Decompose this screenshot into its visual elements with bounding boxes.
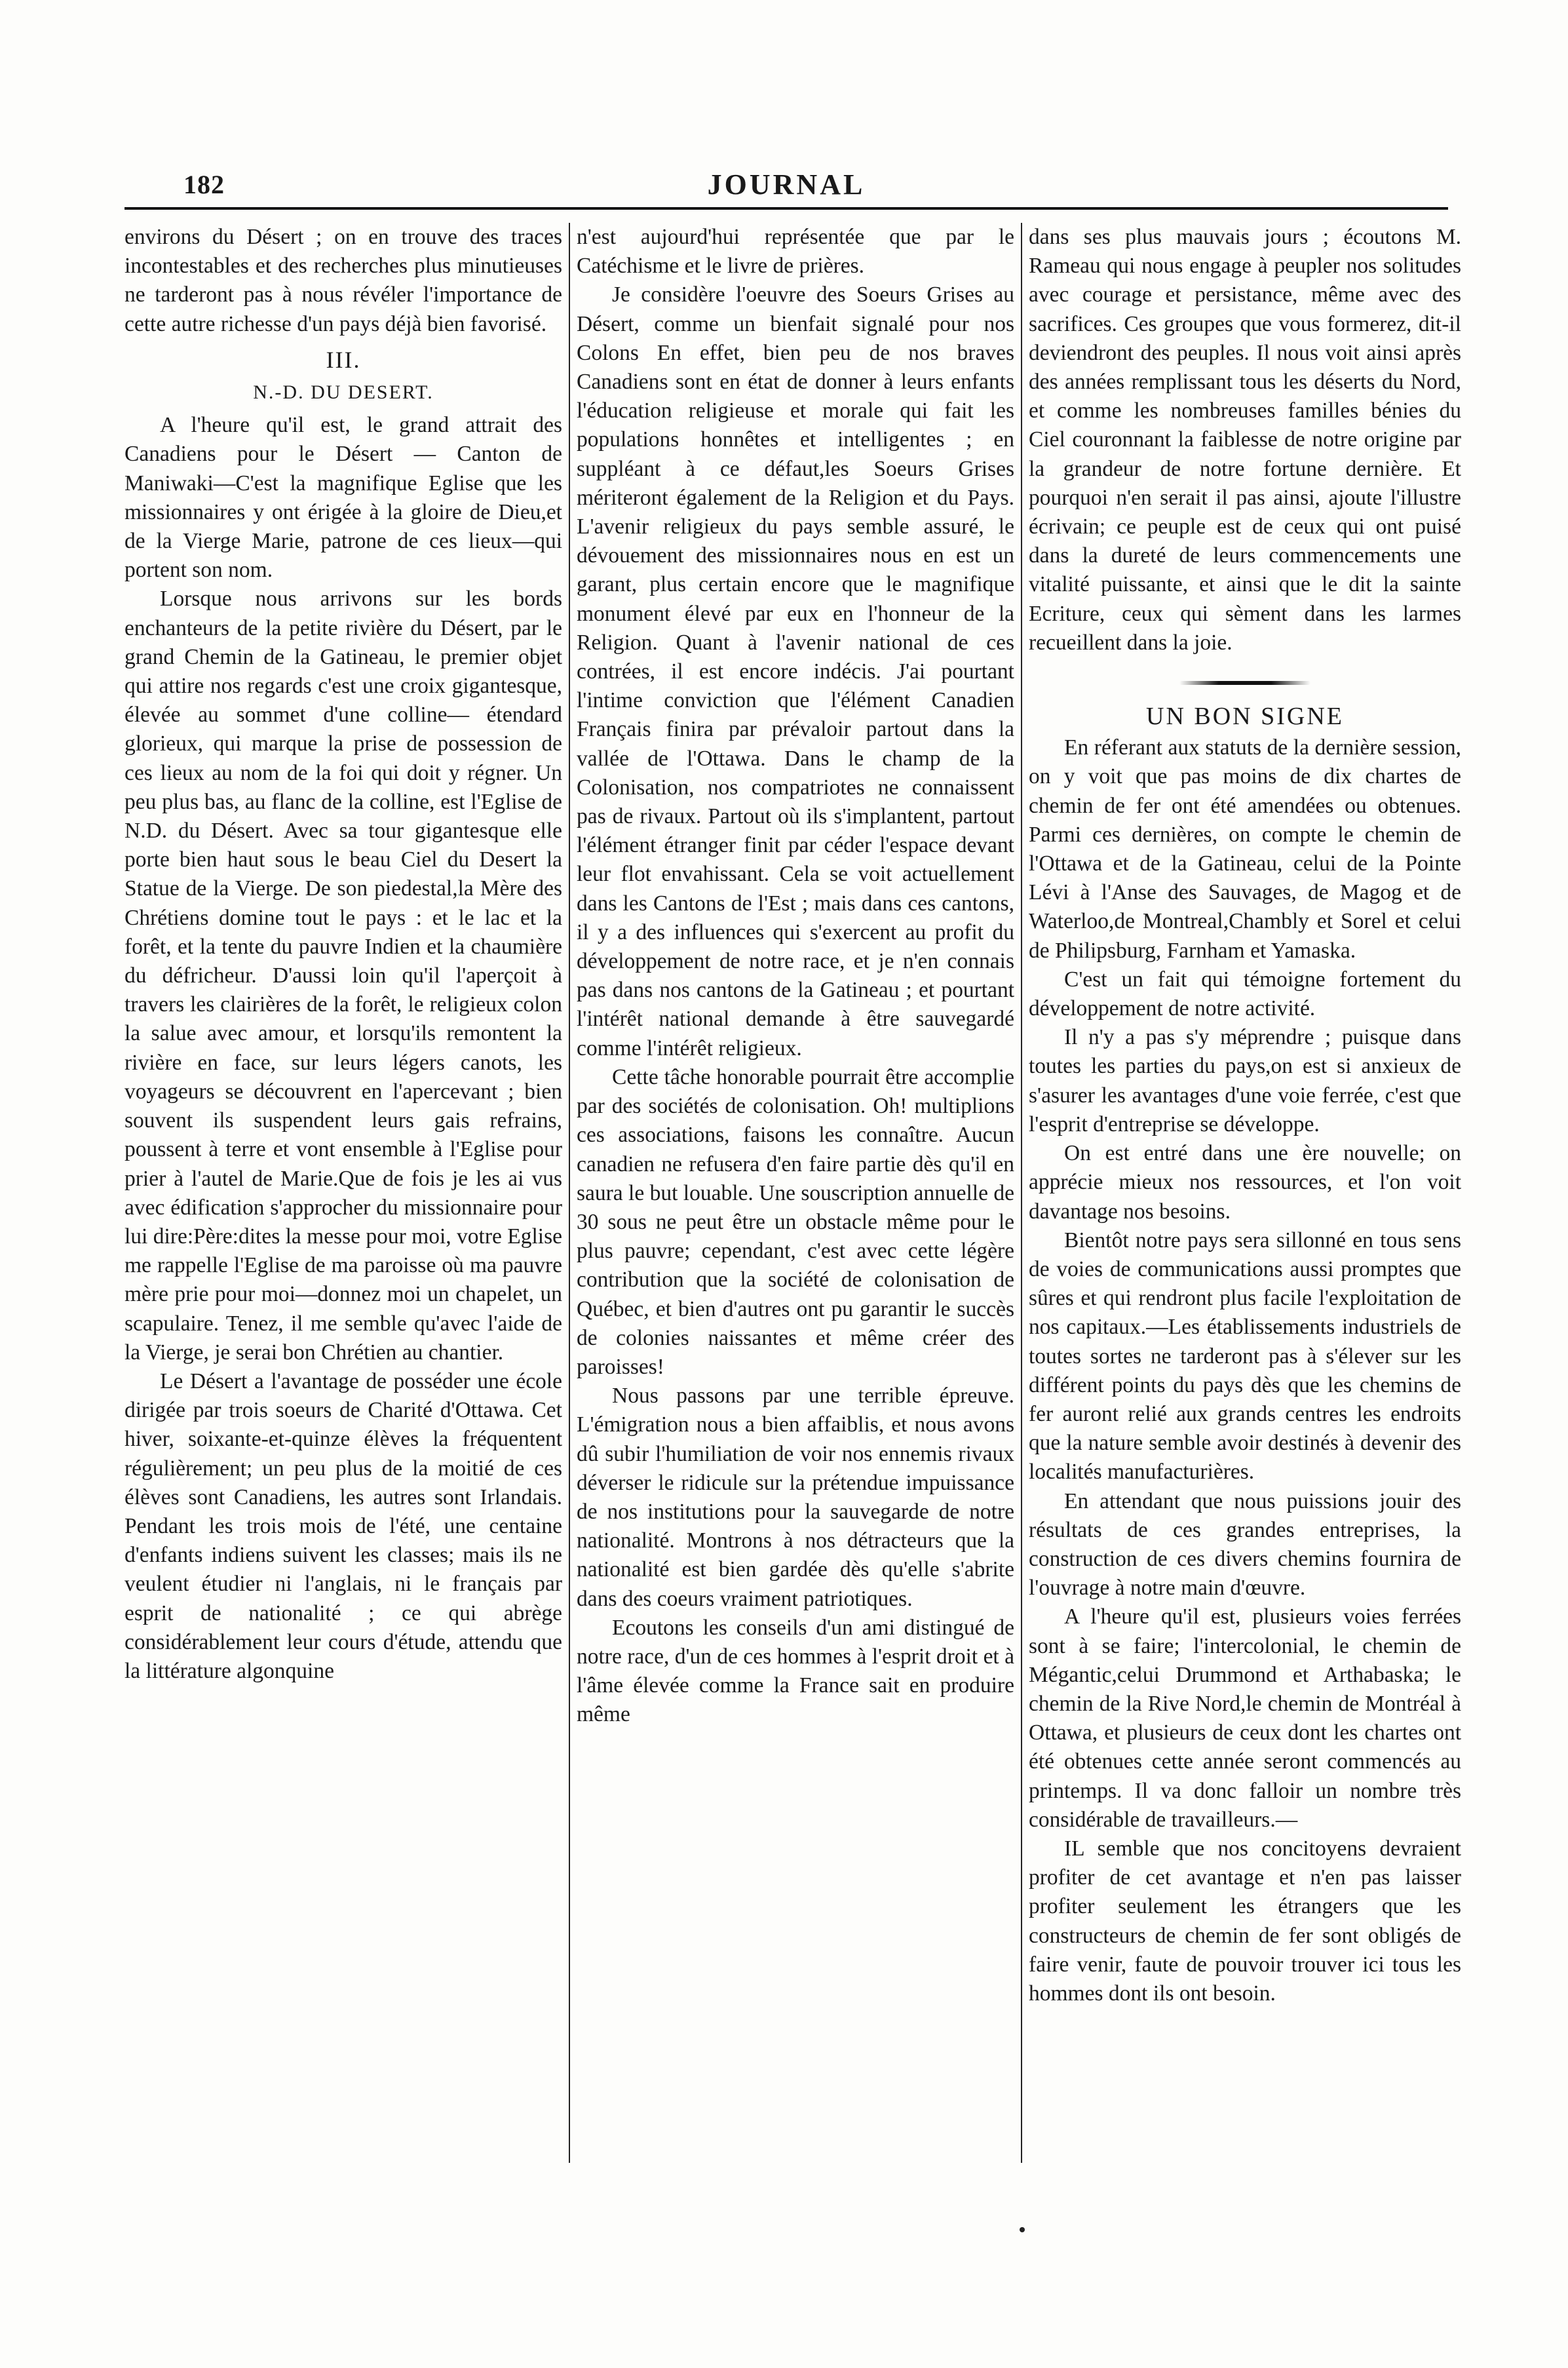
paragraph: Bientôt notre pays sera sillonné en tous sens de voies de communications aussi promptes que sûres et qui rendront plus facile l'exploitation de nos capitaux.—Les établissements industriels de toutes sortes ne tarderont pas à s'élever sur les différent points du pays dès que les chemins de fer auront relié aux grands centres les endroits que la nature semble avoir destinés à devenir des localités manufacturières. — [1029, 1228, 1461, 1485]
section-title: N.-D. DU DESERT. — [253, 381, 434, 404]
paragraph: A l'heure qu'il est, le grand attrait des Canadiens pour le Désert — Canton de Maniwaki—C'est la magnifique Eglise que les missionnaires y ont érigée à la gloire de Dieu,et de la Vierge Marie, patrone de ces lieux—qui portent son nom. — [124, 413, 562, 583]
page-number: 182 — [183, 170, 225, 199]
column-right — [1029, 223, 1461, 2222]
paragraph: Je considère l'oeuvre des Soeurs Grises au Désert, comme un bienfait signalé pour nos Colons En effet, bien peu de nos braves Canadiens sont en état de donner à leurs enfants l'éducation religieuse et morale qui fait les populations honnêtes et intelligentes ; en suppléant à ce défaut,les Soeurs Grises mériteront également de la Religion et du Pays. L'avenir religieux du pays semble assuré, le dévouement des missionnaires nous en est un garant, plus certain encore que le magnifique monument élevé par eux en l'honneur de la Religion. Quant à l'avenir national de ces contrées, il est encore indécis. J'ai pourtant l'intime conviction que l'élément Canadien Français finira par prévaloir partout dans la vallée de l'Ottawa. Dans le champ de la Colonisation, nos compatriotes ne connaissent pas de rivaux. Partout où ils s'implantent, partout l'élément étranger finit par céder l'espace devant leur flot envahissant. Cela se voit actuellement dans les Cantons de l'Est ; mais dans ces cantons, il y a des influences qui s'exercent au profit du développement de notre race, et je n'en connais pas dans nos cantons de la Gatineau ; et pourtant l'intérêt national demande à être sauvegardé comme l'intérêt religieux. — [577, 282, 1014, 1060]
column-divider — [569, 223, 570, 2163]
paragraph: En attendant que nous puissions jouir des résultats de ces grandes entreprises, la construction de ces divers chemins fournira de l'ouvrage à notre main d'œuvre. — [1029, 1488, 1461, 1601]
article-separator — [1179, 681, 1310, 685]
journal-title: JOURNAL — [707, 168, 866, 201]
paragraph: On est entré dans une ère nouvelle; on apprécie mieux nos ressources, et l'on voit davantage nos besoins. — [1029, 1141, 1461, 1224]
column-divider — [1021, 223, 1022, 2163]
paragraph: A l'heure qu'il est, plusieurs voies ferrées sont à se faire; l'intercolonial, le chemin de Mégantic,celui Drummond et Arthabaska; le chemin de la Rive Nord,le chemin de Montréal à Ottawa, et plusieurs de ceux dont les chartes ont été obtenues cette année seront commencés au printemps. Il va donc falloir un nombre très considérable de travailleurs.— — [1029, 1604, 1461, 1832]
paragraph: Nous passons par une terrible épreuve. L'émigration nous a bien affaiblis, et nous avons dû subir l'humiliation de voir nos ennemis rivaux déverser le ridicule sur la prétendue impuissance de nos institutions pour la sauvegarde de notre nationalité. Montrons à nos détracteurs que la nationalité est bien gardée dès qu'elle s'abrite dans des coeurs vraiment patriotiques. — [577, 1384, 1014, 1611]
paragraph: Lorsque nous arrivons sur les bords enchanteurs de la petite rivière du Désert, par le grand Chemin de la Gatineau, le premier objet qui attire nos regards c'est une croix gigantesque, élevée au sommet d'une colline— étendard glorieux, qui marque la prise de possession de ces lieux au nom de la foi qui doit y régner. Un peu plus bas, au flanc de la colline, est l'Eglise de N.D. du Désert. Avec sa tour gigantesque elle porte bien haut sous le beau Ciel du Desert la Statue de la Vierge. De son piedestal,la Mère des Chrétiens domine tout le pays : et le lac et la forêt, et la tente du pauvre Indien et la chaumière du défricheur. D'aussi loin qu'il l'aperçoit à travers les clairières de la forêt, le religieux colon la salue avec amour, et lorsqu'ils remontent la rivière en face, sur leurs légers canots, les voyageurs se découvrent en l'apercevant ; bien souvent ils suspendent leurs gais refrains, poussent à terre et vont ensemble à l'Eglise pour prier à l'autel de Marie.Que de fois je les ai vus avec édification s'approcher du missionnaire pour lui dire:Père:dites la messe pour moi, votre Eglise me rappelle l'Eglise de ma paroisse où ma pauvre mère prie pour moi—donnez moi un chapelet, un scapulaire. Tenez, il me semble qu'avec l'aide de la Vierge, je serai bon Chrétien au chantier. — [124, 587, 562, 1365]
paragraph: Cette tâche honorable pourrait être accomplie par des sociétés de colonisation. Oh! multiplions ces associations, faisons les connaître. Aucun canadien ne refusera d'en faire partie dès qu'il en saura le but louable. Une souscription annuelle de 30 sous ne peut être un obstacle même pour le plus pauvre; cependant, c'est avec cette légère contribution que la société de colonisation de Québec, et bien d'autres ont pu garantir le succès de colonies naissantes et même créer des paroisses! — [577, 1064, 1014, 1379]
header-rule — [124, 207, 1448, 210]
paragraph: Il n'y a pas s'y méprendre ; puisque dans toutes les parties du pays,on est si anxieux de s'asurer les avantages d'une voie ferrée, c'est que l'esprit d'entreprise se développe. — [1029, 1025, 1461, 1136]
page-header — [118, 164, 1455, 210]
paragraph: dans ses plus mauvais jours ; écoutons M. Rameau qui nous engage à peupler nos solitudes avec courage et persistance, même avec des sacrifices. Ces groupes que vous formerez, dit-il deviendront des peuples. Il nous voit ainsi après des années remplissant tous les déserts du Nord, et comme les nombreuses familles bénies du Ciel couronnant la faiblesse de notre origine par la grandeur de notre fortune dernière. Et pourquoi n'en serait il pas ainsi, ajoute l'illustre écrivain; ce peuple est de ceux qui ont puisé dans la dureté de leurs commencements une vitalité puissante, et ainsi que le dit la sainte Ecriture, ceux qui sèment dans les larmes recueillent dans la joie. — [1029, 225, 1461, 655]
paragraph: Ecoutons les conseils d'un ami distingué de notre race, d'un de ces hommes à l'esprit droit et à l'âme élevée comme la France sait en produire même — [577, 1615, 1014, 1727]
ink-speck — [1020, 2227, 1025, 2232]
paragraph: environs du Désert ; on en trouve des traces incontestables et des recherches plus minutieuses ne tarderont pas à nous révéler l'importance de cette autre richesse d'un pays déjà bien favorisé. — [124, 225, 562, 336]
paragraph: En réferant aux statuts de la dernière session, on y voit que pas moins de dix chartes de chemin de fer ont été amendées ou obtenues. Parmi ces dernières, on compte le chemin de l'Ottawa et de la Gatineau, celui de la Pointe Lévi à l'Anse des Sauvages, de Magog et de Waterloo,de Montreal,Chambly et Sorel et celui de Philipsburg, Farnham et Yamaska. — [1029, 735, 1461, 963]
section-number: III. — [326, 346, 361, 373]
paragraph: Le Désert a l'avantage de posséder une école dirigée par trois soeurs de Charité d'Ottawa. Cet hiver, soixante-et-quinze élèves la fréquentent régulièrement; un peu plus de la moitié de ces élèves sont Canadiens, les autres sont Irlandais. Pendant les trois mois de l'été, une centaine d'enfants indiens suivent les classes; mais ils ne veulent étudier ni l'anglais, ni le français par esprit de nationalité ; ce qui abrège considérablement leur cours d'étude, attendu que la littérature algonquine — [124, 1368, 562, 1683]
article-title: UN BON SIGNE — [1146, 703, 1344, 731]
paragraph: C'est un fait qui témoigne fortement du développement de notre activité. — [1029, 967, 1461, 1021]
paragraph: IL semble que nos concitoyens devraient profiter de cet avantage et n'en pas laisser profiter seulement les étrangers que les constructeurs de chemin de fer sont obligés de faire venir, faute de pouvoir trouver ici tous les hommes dont ils ont besoin. — [1029, 1836, 1461, 2006]
column-middle — [577, 223, 1014, 2222]
paragraph: n'est aujourd'hui représentée que par le Catéchisme et le livre de prières. — [577, 225, 1014, 279]
column-left — [124, 223, 562, 2222]
